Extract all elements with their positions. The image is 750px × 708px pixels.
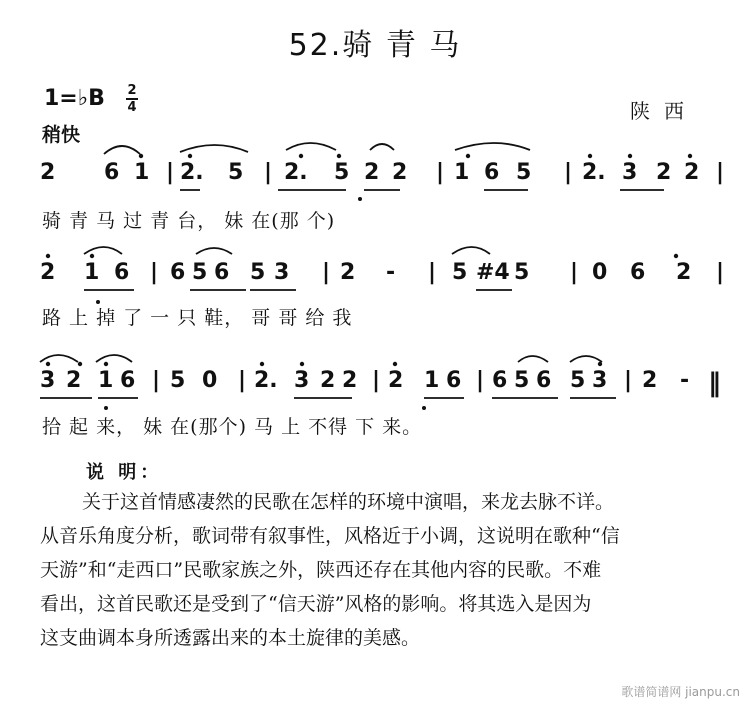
note: 2.: [582, 160, 606, 185]
barline: |: [428, 260, 437, 285]
barline: |: [564, 160, 573, 185]
note: 2: [642, 368, 658, 393]
note: 5: [334, 160, 350, 185]
barline: |: [264, 160, 273, 185]
barline: |: [570, 260, 579, 285]
note: 3: [622, 160, 638, 185]
note: 2: [340, 260, 356, 285]
note: 2.: [180, 160, 204, 185]
note: 6: [492, 368, 508, 393]
note: 5: [514, 368, 530, 393]
note: 2: [320, 368, 336, 393]
note: 2: [342, 368, 358, 393]
barline: |: [150, 260, 159, 285]
note: 2.: [284, 160, 308, 185]
explanation-label: 说 明：: [86, 462, 163, 483]
note: 1: [424, 368, 440, 393]
tempo-marking: 稍快: [42, 124, 81, 146]
note: -: [386, 260, 396, 285]
time-signature: [126, 84, 138, 114]
lyrics-row-1: 骑 青 马 过 青 台， 妹 在(那 个): [42, 210, 336, 232]
lyrics-row-2: 路 上 掉 了 一 只 鞋， 哥 哥 给 我: [42, 307, 353, 329]
note: 6: [484, 160, 500, 185]
note: 1: [134, 160, 150, 185]
barline: |: [166, 160, 175, 185]
time-sig-top: 2: [127, 83, 137, 98]
note: 1: [98, 368, 114, 393]
barline: |: [476, 368, 485, 393]
note: 2: [392, 160, 408, 185]
final-barline: ‖: [708, 368, 721, 398]
barline: |: [322, 260, 331, 285]
barline: |: [716, 160, 725, 185]
region-label: 陕西: [630, 99, 698, 123]
explanation-text: [40, 485, 720, 655]
note: 5: [228, 160, 244, 185]
note: 6: [104, 160, 120, 185]
note: 5: [250, 260, 266, 285]
barline: |: [152, 368, 161, 393]
note: 6: [536, 368, 552, 393]
note: 6: [630, 260, 646, 285]
note: 3: [294, 368, 310, 393]
explanation-line: 关于这首情感凄然的民歌在怎样的环境中演唱，来龙去脉不详。: [82, 491, 615, 513]
note: 2: [40, 260, 56, 285]
note: 5: [170, 368, 186, 393]
barline: |: [624, 368, 633, 393]
note: 0: [592, 260, 608, 285]
barline: |: [716, 260, 725, 285]
note: 2: [388, 368, 404, 393]
lyrics-row-3: 拾 起 来， 妹 在(那个) 马 上 不得 下 来。: [42, 416, 423, 438]
note: 2: [364, 160, 380, 185]
note: 6: [170, 260, 186, 285]
note: 2.: [254, 368, 278, 393]
note: 2: [66, 368, 82, 393]
note: -: [680, 368, 690, 393]
note: 5: [192, 260, 208, 285]
barline: |: [238, 368, 247, 393]
note: 3: [40, 368, 56, 393]
note: 0: [202, 368, 218, 393]
note: 1: [84, 260, 100, 285]
note: 3: [274, 260, 290, 285]
time-sig-bottom: 4: [127, 100, 137, 115]
note: 6: [214, 260, 230, 285]
note: 2: [676, 260, 692, 285]
note: 6: [114, 260, 130, 285]
note: 2: [684, 160, 700, 185]
note: #4: [476, 260, 510, 285]
explanation-line: 这支曲调本身所透露出来的本土旋律的美感。: [40, 627, 421, 649]
note: 5: [452, 260, 468, 285]
note: 2: [40, 160, 56, 185]
note: 5: [570, 368, 586, 393]
note: 5: [514, 260, 530, 285]
note: 1: [454, 160, 470, 185]
explanation-line: 看出，这首民歌还是受到了“信天游”风格的影响。将其选入是因为: [40, 593, 592, 615]
note: 3: [592, 368, 608, 393]
key-signature: 1=♭B: [44, 86, 105, 111]
note: 6: [120, 368, 136, 393]
barline: |: [436, 160, 445, 185]
barline: |: [372, 368, 381, 393]
note: 5: [516, 160, 532, 185]
explanation-line: 从音乐角度分析，歌词带有叙事性，风格近于小调，这说明在歌种“信: [40, 525, 620, 547]
watermark: 歌谱简谱网 jianpu.cn: [621, 685, 740, 699]
explanation-line: 天游”和“走西口”民歌家族之外，陕西还存在其他内容的民歌。不难: [40, 559, 602, 581]
note: 6: [446, 368, 462, 393]
page-title: 52.骑 青 马: [288, 28, 462, 63]
note: 2: [656, 160, 672, 185]
